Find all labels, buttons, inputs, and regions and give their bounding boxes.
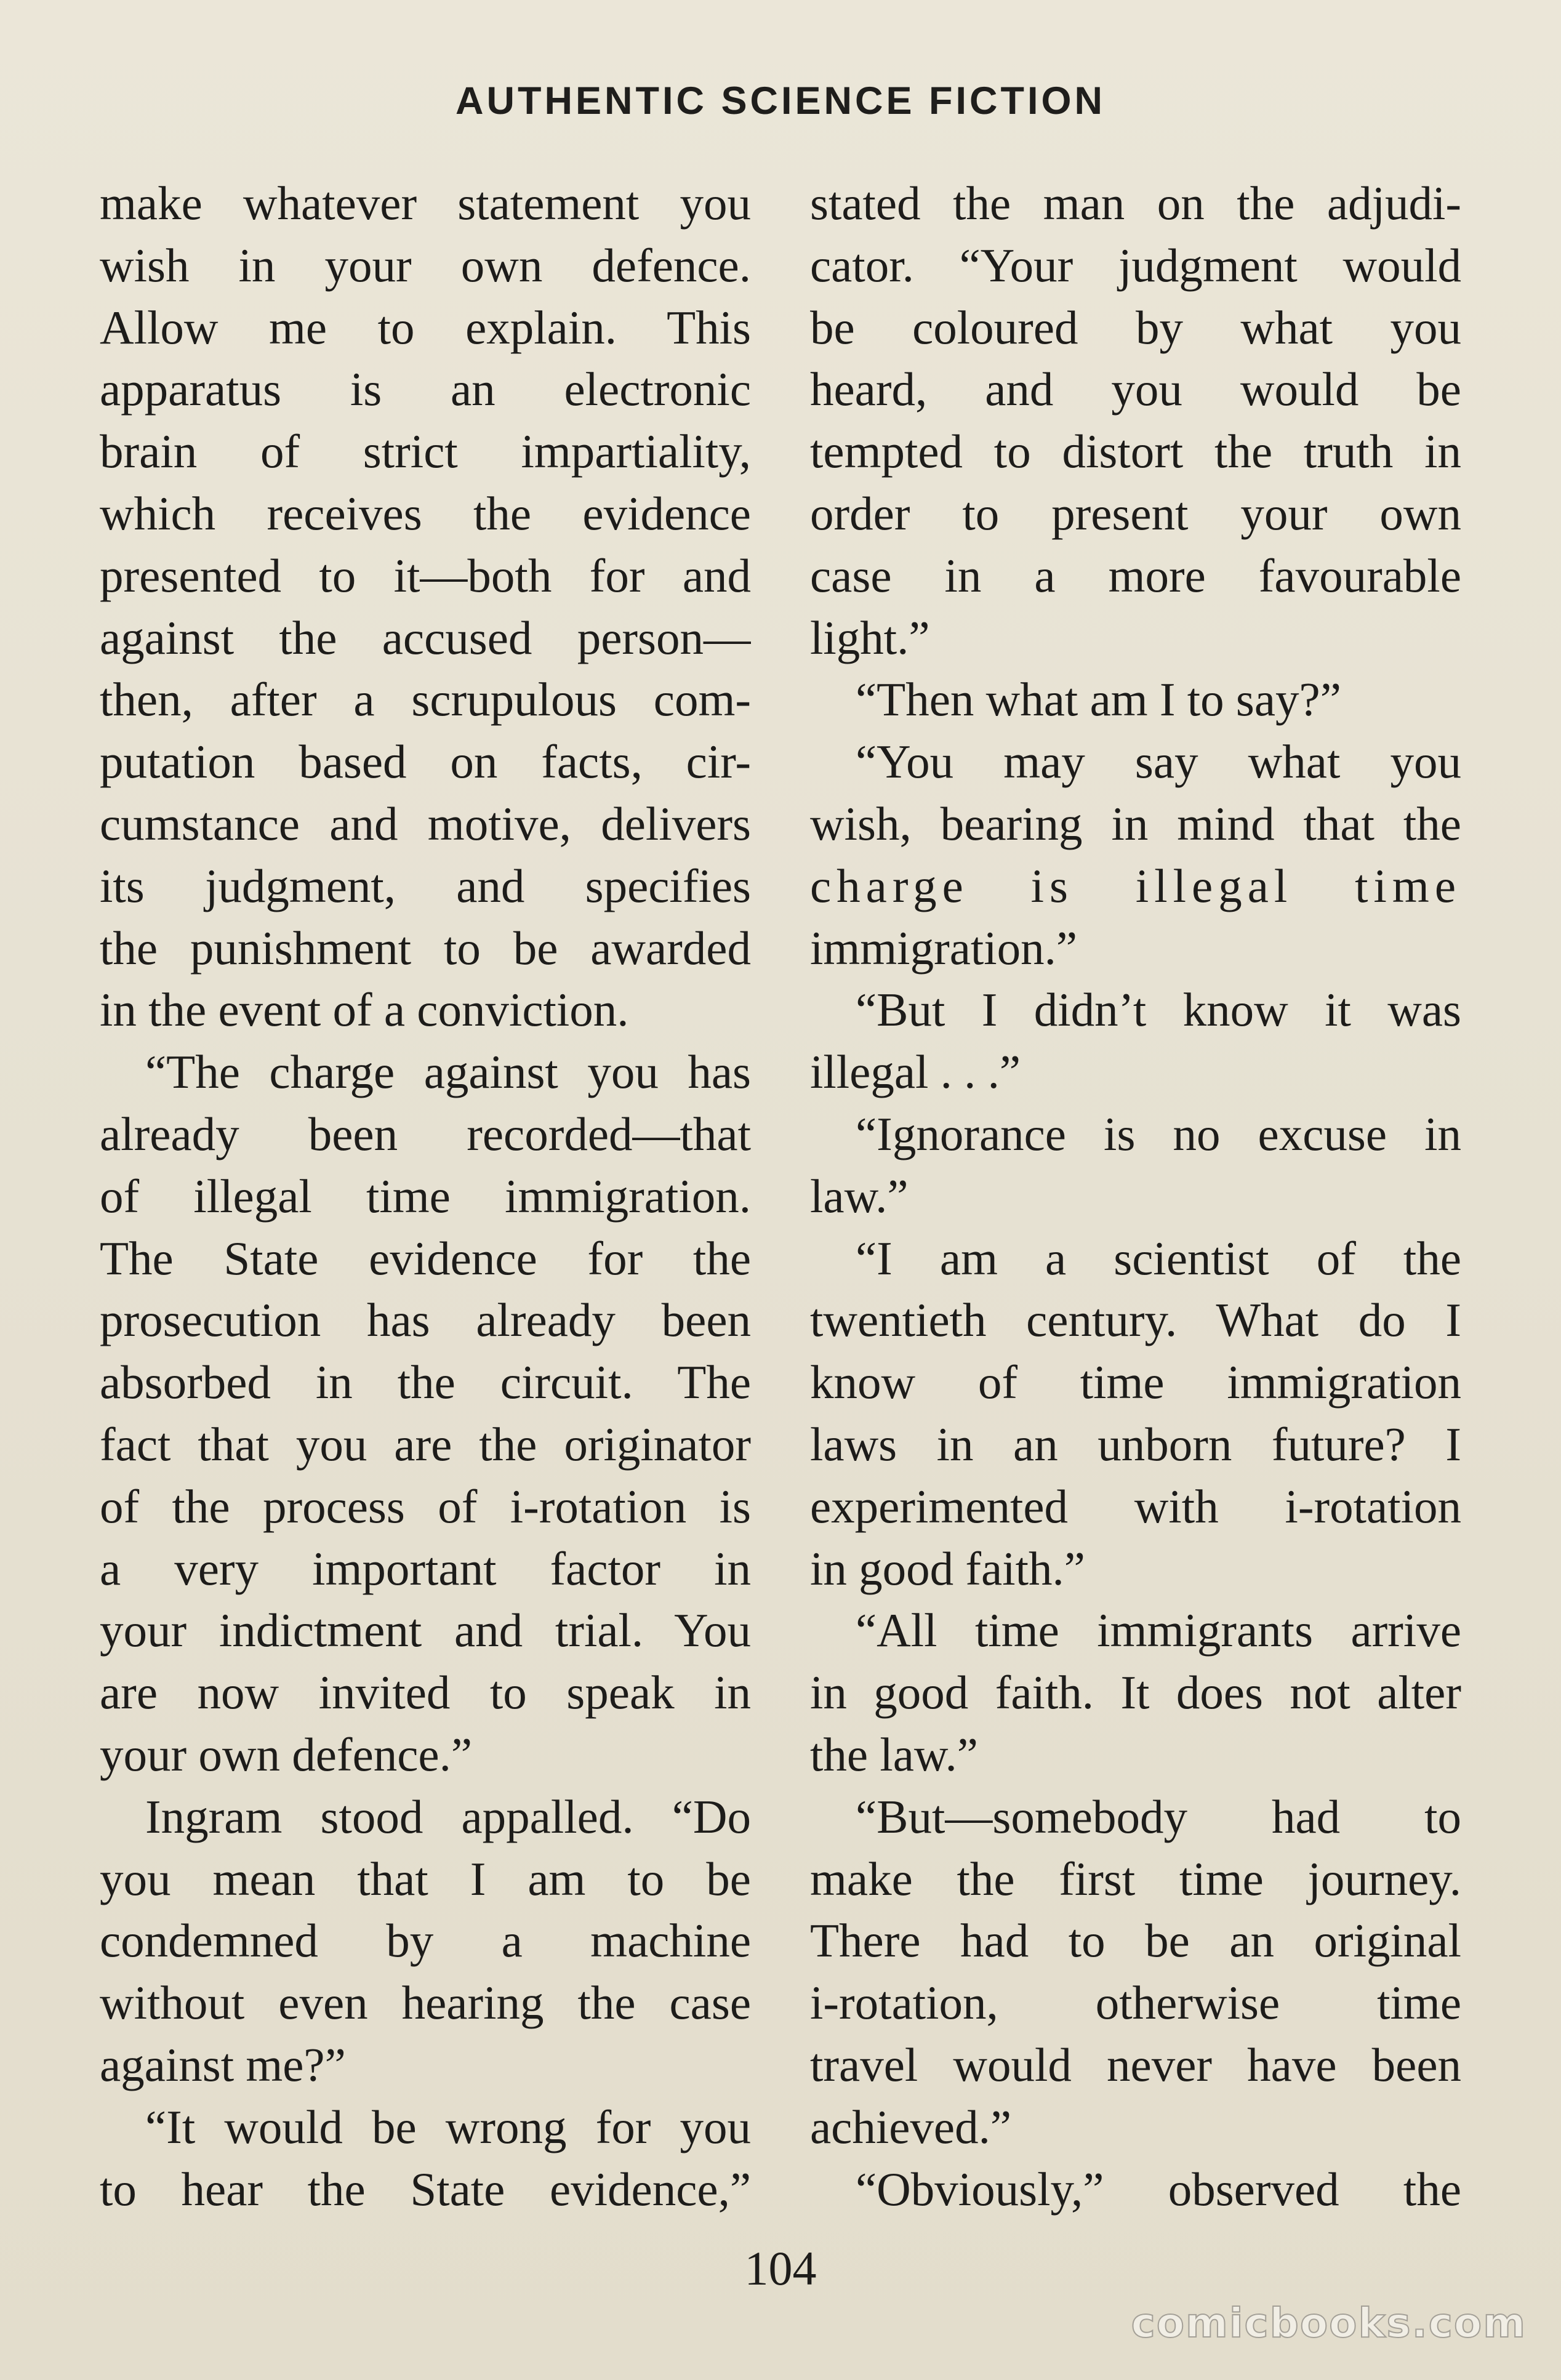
text-line: laws in an unborn future? I — [810, 1417, 1461, 1471]
text-line: achieved.” — [810, 2100, 1012, 2153]
text-line: presented to it—both for and — [100, 549, 751, 602]
text-line: law.” — [810, 1169, 909, 1223]
text-line: wish in your own defence. — [100, 238, 751, 292]
text-line: i-rotation, otherwise time — [810, 1976, 1461, 2030]
text-line: “It would be wrong for you — [145, 2100, 751, 2153]
text-line: you mean that I am to be — [100, 1852, 751, 1905]
running-head: AUTHENTIC SCIENCE FICTION — [455, 79, 1106, 123]
text-line: a very important factor in — [100, 1542, 751, 1595]
text-line: wish, bearing in mind that the — [810, 797, 1461, 850]
text-line: The State evidence for the — [100, 1231, 751, 1285]
text-line: the law.” — [810, 1727, 978, 1781]
text-line: “The charge against you has — [145, 1045, 751, 1099]
text-line: stated the man on the adjudi- — [810, 177, 1461, 230]
text-line: travel would never have been — [810, 2038, 1461, 2091]
text-line: in good faith. It does not alter — [810, 1666, 1461, 1719]
text-line: your own defence.” — [100, 1727, 473, 1781]
text-line: “But I didn’t know it was — [856, 983, 1461, 1037]
text-line: order to present your own — [810, 486, 1461, 540]
text-line: There had to be an original — [810, 1914, 1461, 1968]
page-number: 104 — [744, 2241, 817, 2295]
text-line: charge is illegal time — [810, 859, 1461, 912]
site-watermark: comicbooks.com — [1131, 2299, 1527, 2347]
text-line: which receives the evidence — [100, 486, 751, 540]
text-line: its judgment, and specifies — [100, 859, 751, 912]
text-line: Ingram stood appalled. “Do — [145, 1790, 751, 1843]
left-text-column — [100, 172, 751, 2220]
text-line: of the process of i-rotation is — [100, 1479, 751, 1533]
text-line: “You may say what you — [856, 735, 1461, 789]
text-line: light.” — [810, 611, 930, 664]
text-line: prosecution has already been — [100, 1293, 751, 1347]
text-line: fact that you are the originator — [100, 1417, 751, 1471]
text-line: in the event of a conviction. — [100, 983, 629, 1037]
text-line: case in a more favourable — [810, 549, 1461, 602]
text-line: to hear the State evidence,” — [100, 2162, 751, 2216]
text-line: heard, and you would be — [810, 363, 1461, 416]
right-text-column — [810, 172, 1461, 2220]
text-line: Allow me to explain. This — [100, 300, 751, 354]
text-line: are now invited to speak in — [100, 1666, 751, 1719]
text-line: brain of strict impartiality, — [100, 425, 751, 478]
text-line: absorbed in the circuit. The — [100, 1356, 751, 1409]
text-line: “Ignorance is no excuse in — [856, 1107, 1461, 1160]
text-line: already been recorded—that — [100, 1107, 751, 1160]
text-line: without even hearing the case — [100, 1976, 751, 2030]
text-line: know of time immigration — [810, 1356, 1461, 1409]
text-line: tempted to distort the truth in — [810, 425, 1461, 478]
text-line: immigration.” — [810, 921, 1078, 975]
text-line: putation based on facts, cir- — [100, 735, 751, 789]
text-line: “Then what am I to say?” — [856, 673, 1341, 726]
text-line: make the first time journey. — [810, 1852, 1461, 1905]
text-line: be coloured by what you — [810, 300, 1461, 354]
text-line: “But—somebody had to — [856, 1790, 1461, 1843]
text-line: apparatus is an electronic — [100, 363, 751, 416]
text-line: twentieth century. What do I — [810, 1293, 1461, 1347]
text-line: “Obviously,” observed the — [856, 2162, 1461, 2216]
text-line: the punishment to be awarded — [100, 921, 751, 975]
text-line: experimented with i-rotation — [810, 1479, 1461, 1533]
text-line: cator. “Your judgment would — [810, 238, 1461, 292]
text-line: cumstance and motive, delivers — [100, 797, 751, 850]
text-line: against the accused person— — [100, 611, 751, 664]
text-line: your indictment and trial. You — [100, 1604, 751, 1657]
text-line: in good faith.” — [810, 1542, 1085, 1595]
text-line: then, after a scrupulous com- — [100, 673, 751, 726]
text-line: against me?” — [100, 2038, 346, 2091]
text-line: of illegal time immigration. — [100, 1169, 751, 1223]
text-line: condemned by a machine — [100, 1914, 751, 1968]
text-line: make whatever statement you — [100, 177, 751, 230]
text-line: “All time immigrants arrive — [856, 1604, 1461, 1657]
text-line: illegal . . .” — [810, 1045, 1021, 1099]
text-line: “I am a scientist of the — [856, 1231, 1461, 1285]
